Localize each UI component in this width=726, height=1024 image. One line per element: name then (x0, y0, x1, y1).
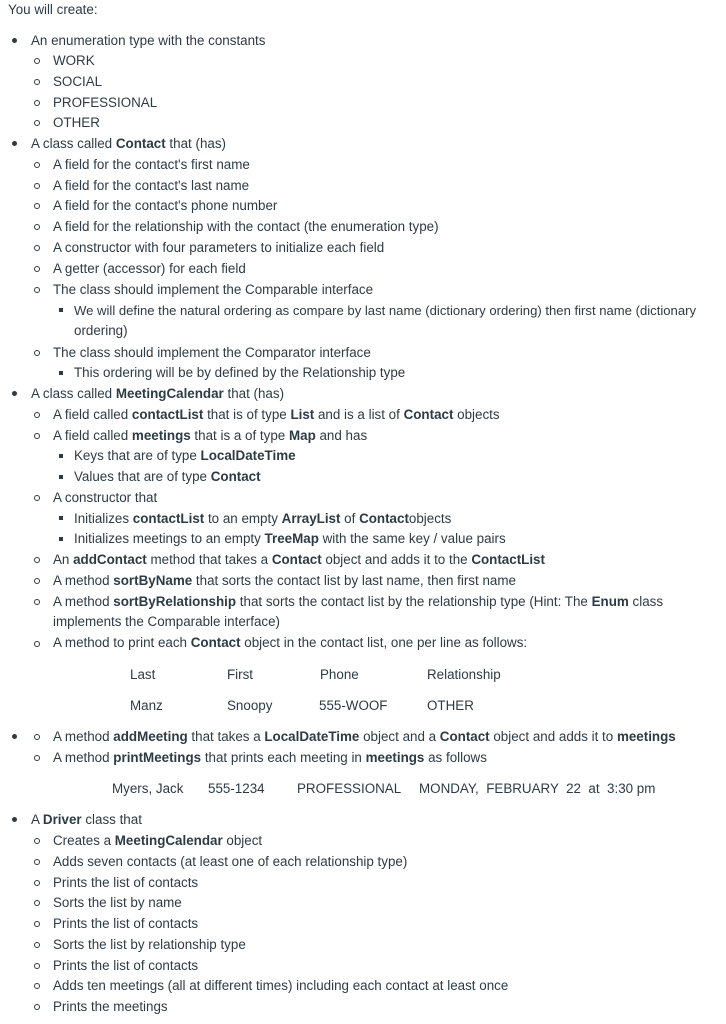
circle-bullet (34, 880, 40, 886)
circle-bullet (34, 495, 40, 501)
driver-item: Adds ten meetings (all at different times) including each contact at least once (53, 978, 509, 993)
enum-constant: SOCIAL (53, 74, 103, 89)
square-bullet (59, 516, 63, 520)
circle-bullet (34, 755, 40, 761)
init-meetings-item: Initializes meetings to an empty TreeMap with the same key / value pairs (74, 531, 506, 546)
table-cell: Manz (130, 698, 163, 713)
circle-bullet (34, 578, 40, 584)
meeting-relationship: PROFESSIONAL (297, 781, 402, 796)
circle-bullet (34, 100, 40, 106)
square-bullet (59, 371, 63, 375)
driver-item: Sorts the list by relationship type (53, 937, 246, 952)
circle-bullet (34, 287, 40, 293)
circle-bullet (34, 412, 40, 418)
column-header: First (227, 667, 254, 682)
intro-text: You will create: (8, 2, 98, 17)
enum-constant: WORK (53, 53, 95, 68)
circle-bullet (34, 983, 40, 989)
circle-bullet (34, 921, 40, 927)
circle-bullet (34, 433, 40, 439)
driver-item: Adds seven contacts (at least one of each relationship type) (53, 854, 408, 869)
circle-bullet (34, 599, 40, 605)
square-bullet (59, 475, 63, 479)
driver-item: Prints the list of contacts (53, 958, 199, 973)
sort-by-relationship-item: A method sortByRelationship that sorts the contact list by the relationship type (Hint: The Enum class (53, 594, 664, 609)
table-cell: Snoopy (227, 698, 273, 713)
enum-constant: OTHER (53, 115, 100, 130)
driver-item: Prints the list of contacts (53, 875, 199, 890)
square-bullet (59, 454, 63, 458)
constructor-item: A constructor that (53, 490, 158, 505)
sort-by-relationship-cont: implements the Comparable interface) (53, 614, 281, 629)
comparable-note-cont: ordering) (74, 323, 128, 338)
circle-bullet (34, 245, 40, 251)
circle-bullet (34, 963, 40, 969)
comparator-note: This ordering will be by defined by the Relationship type (74, 365, 406, 380)
circle-bullet (34, 162, 40, 168)
values-item: Values that are of type Contact (74, 469, 261, 484)
circle-bullet (34, 266, 40, 272)
contact-item: A getter (accessor) for each field (53, 261, 246, 276)
enum-heading: An enumeration type with the constants (31, 33, 266, 48)
disc-bullet (12, 817, 17, 822)
column-header: Relationship (427, 667, 501, 682)
contact-item: A constructor with four parameters to initialize each field (53, 240, 385, 255)
column-header: Last (130, 667, 156, 682)
meeting-contact-name: Myers, Jack (112, 781, 184, 796)
comparator-item: The class should implement the Comparator interface (53, 345, 371, 360)
init-contactlist-item: Initializes contactList to an empty ArrayList of Contactobjects (74, 511, 452, 526)
circle-bullet (34, 183, 40, 189)
contact-item: The class should implement the Comparable interface (53, 282, 374, 297)
circle-bullet (34, 734, 40, 740)
disc-bullet (12, 141, 17, 146)
driver-item: Sorts the list by name (53, 895, 182, 910)
circle-bullet (34, 838, 40, 844)
add-contact-item: An addContact method that takes a Contact object and adds it to the ContactList (53, 552, 545, 567)
disc-bullet (12, 391, 17, 396)
contact-heading: A class called Contact that (has) (31, 136, 226, 151)
circle-bullet (34, 350, 40, 356)
driver-heading: A Driver class that (31, 812, 142, 827)
circle-bullet (34, 557, 40, 563)
meetings-field-item: A field called meetings that is a of type Map and has (53, 428, 368, 443)
circle-bullet (34, 641, 40, 647)
sort-by-name-item: A method sortByName that sorts the contact list by last name, then first name (53, 573, 516, 588)
print-contacts-item: A method to print each Contact object in the contact list, one per line as follows: (53, 635, 528, 650)
contact-item: A field for the contact's phone number (53, 198, 278, 213)
add-meeting-item: A method addMeeting that takes a LocalDateTime object and a Contact object and adds it to meetings (53, 729, 676, 744)
circle-bullet (34, 79, 40, 85)
circle-bullet (34, 859, 40, 865)
column-header: Phone (320, 667, 359, 682)
circle-bullet (34, 942, 40, 948)
comparable-note: We will define the natural ordering as compare by last name (dictionary ordering) then first name (dictionary (74, 303, 697, 318)
contact-item: A field for the contact's first name (53, 157, 250, 172)
contact-item: A field for the relationship with the contact (the enumeration type) (53, 219, 439, 234)
circle-bullet (34, 203, 40, 209)
enum-constant: PROFESSIONAL (53, 95, 158, 110)
circle-bullet (34, 58, 40, 64)
circle-bullet (34, 120, 40, 126)
keys-item: Keys that are of type LocalDateTime (74, 448, 296, 463)
circle-bullet (34, 1004, 40, 1010)
calendar-heading: A class called MeetingCalendar that (has) (31, 386, 285, 401)
driver-item: Creates a MeetingCalendar object (53, 833, 263, 848)
square-bullet (59, 308, 63, 312)
disc-bullet (12, 38, 17, 43)
contact-item: A field for the contact's last name (53, 178, 250, 193)
driver-item: Prints the list of contacts (53, 916, 199, 931)
table-cell: 555-WOOF (319, 698, 388, 713)
table-cell: OTHER (427, 698, 474, 713)
meeting-phone: 555-1234 (208, 781, 265, 796)
print-meetings-item: A method printMeetings that prints each meeting in meetings as follows (53, 750, 487, 765)
driver-item: Prints the meetings (53, 999, 168, 1014)
disc-bullet (12, 734, 17, 739)
meeting-datetime: MONDAY, FEBRUARY 22 at 3:30 pm (419, 781, 656, 796)
circle-bullet (34, 900, 40, 906)
circle-bullet (34, 224, 40, 230)
square-bullet (59, 537, 63, 541)
contactlist-field-item: A field called contactList that is of type List and is a list of Contact objects (53, 407, 500, 422)
